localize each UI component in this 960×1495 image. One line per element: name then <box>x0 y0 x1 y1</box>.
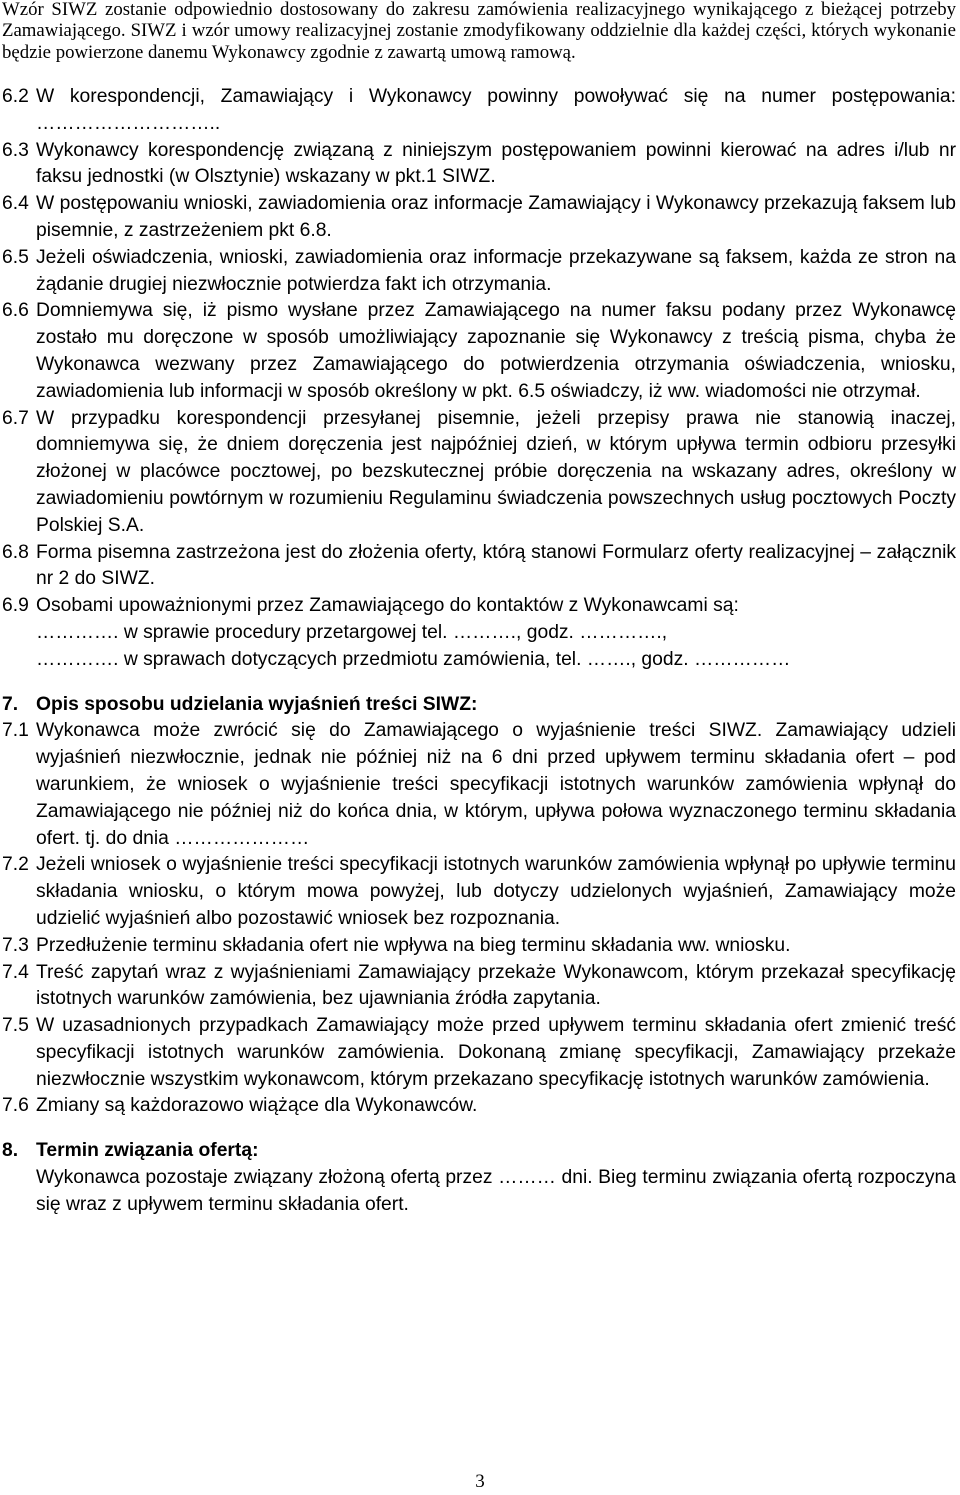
item-text: Forma pisemna zastrzeżona jest do złożenia oferty, którą stanowi Formularz oferty realizacyjnej – załącznik nr 2 do SIWZ. <box>36 541 956 590</box>
section-6-item-3 <box>2 138 956 192</box>
section-6-item-7 <box>2 406 956 540</box>
section-title: Opis sposobu udzielania wyjaśnień treści SIWZ: <box>36 693 478 715</box>
item-text: Wykonawcy korespondencję związaną z niniejszym postępowaniem powinni kierować na adres i/lub nr faksu jednostki (w Olsztynie) wskazany w pkt.1 SIWZ. <box>36 139 956 188</box>
item-text: W korespondencji, Zamawiający i Wykonawcy powinny powoływać się na numer postępowania: ……………………….. <box>36 86 956 134</box>
section-7-item-1 <box>2 718 956 852</box>
item-text: W przypadku korespondencji przesyłanej pisemnie, jeżeli przepisy prawa nie stanowią inaczej, domniemywa się, że dniem doręczenia jest najpóźniej dzień, w którym upływa termin odbioru przesyłki złożonej w placówce pocztowej, po bezskutecznej próbie doręczenia na wskazany adres, określony w zawiadomieniu powtórnym w rozumieniu Regulaminu świadczenia powszechnych usług pocztowych Poczty Polskiej S.A. <box>36 407 956 536</box>
section-number: 8. <box>2 1140 19 1162</box>
item-number: 6.3 <box>2 139 29 161</box>
section-7-heading <box>2 692 956 719</box>
item-text: W postępowaniu wnioski, zawiadomienia oraz informacje Zamawiający i Wykonawcy przekazują faksem lub pisemnie, z zastrzeżeniem pkt 6.8. <box>36 193 956 241</box>
section-7-item-6 <box>2 1093 956 1120</box>
section-8-heading <box>2 1138 956 1165</box>
section-6-item-2 <box>2 84 956 138</box>
item-text: Jeżeli wniosek o wyjaśnienie treści specyfikacji istotnych warunków zamówienia wpłynął po upływie terminu składania wniosku, o którym mowa powyżej, lub dotyczy udzielonych wyjaśnień, Zamawiający może udzielić wyjaśnień albo pozostawić wniosek bez rozpoznania. <box>36 854 956 929</box>
item-number: 6.2 <box>2 86 29 107</box>
item-number: 6.5 <box>2 246 29 268</box>
item-number: 7.5 <box>2 1015 29 1037</box>
item-number: 6.6 <box>2 300 29 322</box>
item-number: 7.3 <box>2 934 29 956</box>
item-number: 6.8 <box>2 541 29 563</box>
item-number: 7.1 <box>2 720 29 742</box>
item-number: 7.4 <box>2 961 29 983</box>
item-text: Osobami upoważnionymi przez Zamawiającego do kontaktów z Wykonawcami są: <box>36 595 739 617</box>
page-number: 3 <box>475 1471 485 1492</box>
contact-line-subject: …………. w sprawach dotyczących przedmiotu zamówienia, tel. ……., godz. …………… <box>36 648 791 670</box>
item-text: Przedłużenie terminu składania ofert nie wpływa na bieg terminu składania ww. wniosku. <box>36 934 791 956</box>
intro-note: Wzór SIWZ zostanie odpowiednio dostosowany do zakresu zamówienia realizacyjnego wynikającego z bieżącej potrzeby Zamawiającego. SIWZ i wzór umowy realizacyjnej zostanie zmodyfikowany oddzielnie dla każdej części, których wykonanie będzie powierzone danemu Wykonawcy zgodnie z zawartą umową ramową. <box>2 0 956 63</box>
item-text: W uzasadnionych przypadkach Zamawiający może przed upływem terminu składania ofert zmienić treść specyfikacji istotnych warunków zamówienia. Dokonaną zmianę specyfikacji, Zamawiający przekaże niezwłocznie wszystkim wykonawcom, którym przekazano specyfikację istotnych warunków zamówienia. <box>36 1015 956 1090</box>
section-6-item-8 <box>2 540 956 594</box>
section-8-text: Wykonawca pozostaje związany złożoną ofertą przez ……… dni. Bieg terminu związania ofertą rozpoczyna się wraz z upływem terminu składania ofert. <box>36 1167 956 1215</box>
section-7-item-2 <box>2 852 956 932</box>
item-text: Zmiany są każdorazowo wiążące dla Wykonawców. <box>36 1095 478 1117</box>
contact-line-procedure: …………. w sprawie procedury przetargowej tel. ………., godz. …………., <box>36 621 668 643</box>
item-number: 7.6 <box>2 1095 29 1117</box>
item-text: Domniemywa się, iż pismo wysłane przez Zamawiającego na numer faksu podany przez Wykonawcę zostało mu doręczone w sposób umożliwiający zapoznanie się Wykonawcy z treścią pisma, chyba że Wykonawca wezwany przez Zamawiającego do potwierdzenia otrzymania oświadczenia, wniosku, zawiadomienia lub informacji w sposób określony w pkt. 6.5 oświadczy, iż ww. wiadomości nie otrzymał. <box>36 300 956 402</box>
section-title: Termin związania ofertą: <box>36 1140 259 1162</box>
section-7-item-4 <box>2 960 956 1014</box>
item-text: Jeżeli oświadczenia, wnioski, zawiadomienia oraz informacje przekazywane są faksem, każda ze stron na żądanie drugiej niezwłocznie potwierdza fakt ich otrzymania. <box>36 246 956 295</box>
item-text: Treść zapytań wraz z wyjaśnieniami Zamawiający przekaże Wykonawcom, którym przekazał specyfikację istotnych warunków zamówienia, bez ujawniania źródła zapytania. <box>36 961 956 1010</box>
section-7-item-5 <box>2 1013 956 1093</box>
document-body <box>2 84 956 1219</box>
item-text: Wykonawca może zwrócić się do Zamawiającego o wyjaśnienie treści SIWZ. Zamawiający udzieli wyjaśnień niezwłocznie, jednak nie później niż na 6 dni przed upływem terminu składania ofert – pod warunkiem, że wniosek o wyjaśnienie treści specyfikacji istotnych warunków zamówienia wpłynął do Zamawiającego nie później niż do końca dnia, w którym, upływa połowa wyznaczonego terminu składania ofert. tj. do dnia ………………… <box>36 720 956 849</box>
section-6-item-6 <box>2 298 956 405</box>
item-number: 7.2 <box>2 854 29 876</box>
section-number: 7. <box>2 693 19 715</box>
section-6-item-9 <box>2 593 956 620</box>
item-number: 6.7 <box>2 407 29 429</box>
section-6-item-4 <box>2 191 956 245</box>
item-number: 6.4 <box>2 193 29 215</box>
item-number: 6.9 <box>2 595 29 617</box>
section-6-item-5 <box>2 245 956 299</box>
section-7-item-3 <box>2 933 956 960</box>
